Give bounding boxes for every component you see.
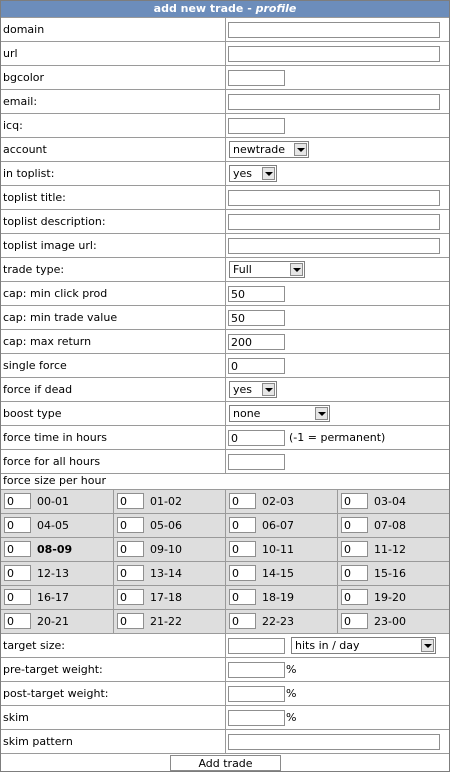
hour-label: 21-22: [150, 615, 182, 628]
trade-type-select-value: Full: [233, 263, 252, 276]
hour-label: 05-06: [150, 519, 182, 532]
domain-label: domain: [3, 23, 45, 36]
hour-cell: [338, 610, 449, 633]
hour-input[interactable]: [341, 589, 368, 605]
hour-cell: [226, 586, 337, 609]
hour-label: 07-08: [374, 519, 406, 532]
hour-cell: [1, 586, 113, 609]
skim-label: skim: [3, 711, 29, 724]
hour-cell: [114, 514, 225, 537]
percent-sign: %: [286, 663, 297, 676]
hour-label: 23-00: [374, 615, 406, 628]
percent-sign: %: [286, 711, 297, 724]
hour-cell: [226, 610, 337, 633]
toplist-image-url-label: toplist image url:: [3, 239, 97, 252]
url-input[interactable]: [228, 46, 440, 62]
hour-input[interactable]: [4, 613, 31, 629]
hour-label: 12-13: [37, 567, 69, 580]
bgcolor-label: bgcolor: [3, 71, 45, 84]
cap-min-click-input[interactable]: [228, 286, 285, 302]
hour-label: 18-19: [262, 591, 294, 604]
column-divider: [225, 633, 226, 753]
hour-input[interactable]: [4, 589, 31, 605]
hour-input[interactable]: [229, 589, 256, 605]
hour-label: 01-02: [150, 495, 182, 508]
hour-input[interactable]: [341, 517, 368, 533]
hour-cell: [1, 562, 113, 585]
hour-label: 06-07: [262, 519, 294, 532]
form-header: [1, 1, 449, 17]
post-target-weight-input[interactable]: [228, 686, 285, 702]
column-divider: [225, 17, 226, 473]
target-size-label: target size:: [3, 639, 65, 652]
hour-cell: [1, 538, 113, 561]
email-label: email:: [3, 95, 38, 108]
hour-label: 17-18: [150, 591, 182, 604]
account-label: account: [3, 143, 47, 156]
boost-type-select[interactable]: [229, 405, 330, 422]
hour-cell: [338, 514, 449, 537]
hour-cell: [226, 538, 337, 561]
single-force-input[interactable]: [228, 358, 285, 374]
skim-pattern-label: skim pattern: [3, 735, 73, 748]
force-if-dead-select-value: yes: [233, 383, 253, 396]
hour-input[interactable]: [229, 517, 256, 533]
force-time-note: (-1 = permanent): [289, 431, 386, 444]
domain-input[interactable]: [228, 22, 440, 38]
force-if-dead-select[interactable]: [229, 381, 277, 398]
cap-max-return-label: cap: max return: [3, 335, 92, 348]
toplist-image-url-input[interactable]: [228, 238, 440, 254]
hour-input[interactable]: [117, 613, 144, 629]
row-divider: [1, 753, 449, 754]
bgcolor-input[interactable]: [228, 70, 285, 86]
target-size-unit-select[interactable]: [291, 637, 436, 654]
add-trade-button[interactable]: Add trade: [170, 755, 281, 771]
hour-input[interactable]: [341, 541, 368, 557]
hour-input[interactable]: [117, 565, 144, 581]
hour-input[interactable]: [341, 493, 368, 509]
pre-target-weight-label: pre-target weight:: [3, 663, 103, 676]
hour-label: 20-21: [37, 615, 69, 628]
hour-cell: [226, 562, 337, 585]
force-all-hours-input[interactable]: [228, 454, 285, 470]
hour-input[interactable]: [117, 589, 144, 605]
hour-cell: [114, 586, 225, 609]
toplist-title-input[interactable]: [228, 190, 440, 206]
force-time-label: force time in hours: [3, 431, 107, 444]
percent-sign: %: [286, 687, 297, 700]
force-time-input[interactable]: [228, 430, 285, 446]
hour-cell: [338, 562, 449, 585]
hour-cell: [114, 490, 225, 513]
skim-pattern-input[interactable]: [228, 734, 440, 750]
hour-input[interactable]: [229, 541, 256, 557]
hour-cell: [114, 538, 225, 561]
hour-label: 13-14: [150, 567, 182, 580]
hour-input[interactable]: [229, 493, 256, 509]
toplist-title-label: toplist title:: [3, 191, 66, 204]
icq-label: icq:: [3, 119, 23, 132]
account-select-value: newtrade: [233, 143, 286, 156]
target-size-input[interactable]: [228, 638, 285, 654]
force-if-dead-label: force if dead: [3, 383, 73, 396]
hour-label: 11-12: [374, 543, 406, 556]
hour-label: 16-17: [37, 591, 69, 604]
force-all-hours-label: force for all hours: [3, 455, 101, 468]
hour-label: 04-05: [37, 519, 69, 532]
single-force-label: single force: [3, 359, 67, 372]
hour-label: 10-11: [262, 543, 294, 556]
hour-cell: [226, 514, 337, 537]
toplist-description-label: toplist description:: [3, 215, 106, 228]
boost-type-select-value: none: [233, 407, 261, 420]
hour-label: 14-15: [262, 567, 294, 580]
chevron-down-icon[interactable]: [315, 407, 328, 420]
hour-cell: [338, 490, 449, 513]
hour-input[interactable]: [117, 493, 144, 509]
pre-target-weight-input[interactable]: [228, 662, 285, 678]
hour-cell: [1, 514, 113, 537]
cap-min-click-label: cap: min click prod: [3, 287, 108, 300]
hour-input[interactable]: [4, 517, 31, 533]
cap-min-trade-label: cap: min trade value: [3, 311, 118, 324]
hour-cell: [338, 538, 449, 561]
account-select[interactable]: [229, 141, 309, 158]
icq-input[interactable]: [228, 118, 285, 134]
hour-input[interactable]: [117, 541, 144, 557]
hour-cell: [114, 610, 225, 633]
cap-min-trade-input[interactable]: [228, 310, 285, 326]
hour-label: 03-04: [374, 495, 406, 508]
chevron-down-icon[interactable]: [421, 639, 434, 652]
boost-type-label: boost type: [3, 407, 62, 420]
in-toplist-select-value: yes: [233, 167, 253, 180]
hour-input[interactable]: [4, 565, 31, 581]
hour-input[interactable]: [117, 517, 144, 533]
email-input[interactable]: [228, 94, 440, 110]
hour-label: 19-20: [374, 591, 406, 604]
hour-cell: [1, 490, 113, 513]
in-toplist-select[interactable]: [229, 165, 277, 182]
hour-input[interactable]: [341, 613, 368, 629]
hour-input[interactable]: [4, 541, 31, 557]
cap-max-return-input[interactable]: [228, 334, 285, 350]
hour-label: 02-03: [262, 495, 294, 508]
hour-cell: [1, 610, 113, 633]
url-label: url: [3, 47, 18, 60]
hour-label: 15-16: [374, 567, 406, 580]
chevron-down-icon[interactable]: [262, 383, 275, 396]
hour-input[interactable]: [229, 613, 256, 629]
hour-label: 09-10: [150, 543, 182, 556]
chevron-down-icon[interactable]: [262, 167, 275, 180]
chevron-down-icon[interactable]: [294, 143, 307, 156]
form-title: add new trade -: [153, 2, 256, 15]
toplist-description-input[interactable]: [228, 214, 440, 230]
form-title-profile: profile: [255, 2, 297, 15]
hour-input[interactable]: [341, 565, 368, 581]
force-size-per-hour-label: force size per hour: [3, 474, 106, 487]
hour-label: 22-23: [262, 615, 294, 628]
trade-type-select[interactable]: [229, 261, 305, 278]
hour-label-current: 08-09: [37, 543, 73, 556]
hour-cell: [226, 490, 337, 513]
hour-input[interactable]: [4, 493, 31, 509]
hour-label: 00-01: [37, 495, 69, 508]
skim-input[interactable]: [228, 710, 285, 726]
post-target-weight-label: post-target weight:: [3, 687, 109, 700]
hour-input[interactable]: [229, 565, 256, 581]
target-size-unit-value: hits in / day: [295, 639, 360, 652]
in-toplist-label: in toplist:: [3, 167, 55, 180]
hour-cell: [338, 586, 449, 609]
trade-type-label: trade type:: [3, 263, 65, 276]
chevron-down-icon[interactable]: [290, 263, 303, 276]
hour-cell: [114, 562, 225, 585]
